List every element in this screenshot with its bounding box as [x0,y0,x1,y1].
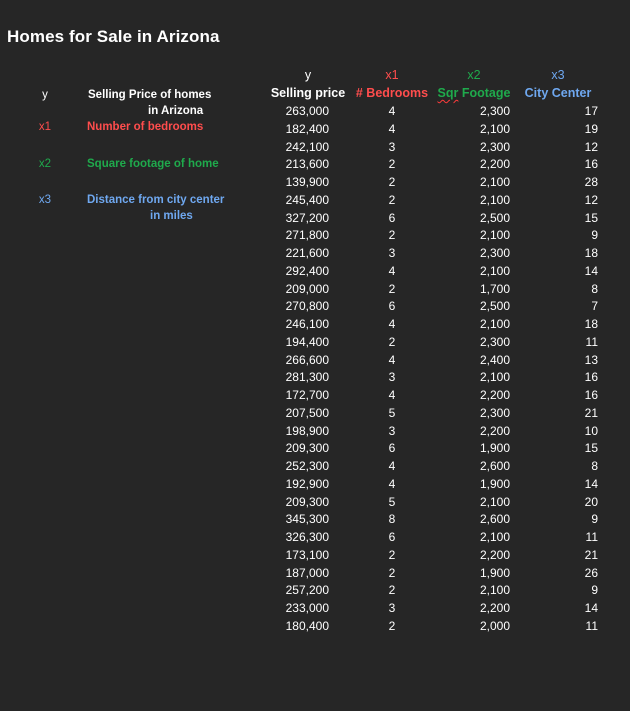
cell-bedrooms: 3 [388,423,396,438]
cell-sqr-footage: 2,600 [479,512,510,527]
cell-city-center: 21 [584,405,598,420]
cell-sqr-footage: 2,300 [479,246,510,260]
cell-sqr-footage: 2,200 [479,388,510,402]
cell-selling-price: 180,400 [285,618,329,633]
column-header-selling-price: Selling price [270,86,346,100]
cell-bedrooms: 2 [388,175,396,189]
cell-city-center: 11 [585,334,598,349]
cell-bedrooms: 6 [388,530,396,544]
cell-bedrooms: 4 [388,476,396,491]
cell-sqr-footage: 2,100 [479,121,510,136]
cell-sqr-footage: 2,100 [479,494,510,509]
cell-bedrooms: 6 [388,210,396,225]
cell-bedrooms: 8 [388,512,396,527]
cell-city-center: 14 [584,476,598,491]
cell-sqr-footage: 1,900 [479,476,510,491]
cell-selling-price: 270,800 [285,299,329,314]
cell-sqr-footage: 2,500 [479,210,510,225]
cell-bedrooms: 4 [388,388,396,402]
cell-selling-price: 209,300 [285,494,329,509]
cell-selling-price: 221,600 [285,246,329,260]
cell-sqr-footage: 2,200 [479,157,510,172]
cell-city-center: 11 [585,530,598,544]
cell-selling-price: 192,900 [285,476,329,491]
cell-city-center: 15 [584,441,598,456]
cell-city-center: 19 [584,121,598,136]
cell-sqr-footage: 2,500 [479,299,510,314]
cell-city-center: 12 [584,139,598,154]
cell-bedrooms: 3 [388,139,396,154]
column-header-city-center: City Center [524,86,592,100]
cell-sqr-footage: 2,100 [479,263,510,278]
cell-selling-price: 252,300 [285,459,329,473]
cell-selling-price: 246,100 [285,317,329,331]
cell-bedrooms: 3 [388,370,396,385]
cell-city-center: 28 [584,175,598,189]
cell-sqr-footage: 2,100 [479,583,510,598]
cell-bedrooms: 6 [388,441,396,456]
cell-selling-price: 292,400 [285,263,329,278]
cell-city-center: 12 [584,192,598,207]
cell-selling-price: 198,900 [285,423,329,438]
cell-selling-price: 271,800 [285,228,329,243]
cell-city-center: 13 [584,352,598,367]
legend-description-y-line2: in Arizona [148,105,204,117]
column-symbol-y: y [304,68,312,82]
cell-city-center: 9 [591,512,598,527]
cell-sqr-footage: 2,300 [479,104,510,118]
cell-selling-price: 207,500 [285,405,329,420]
cell-city-center: 8 [591,281,598,296]
legend-description-y: Selling Price of homes [88,89,212,101]
cell-sqr-footage: 2,300 [479,405,510,420]
legend-description-x1: Number of bedrooms [87,121,204,133]
cell-bedrooms: 4 [388,104,396,118]
cell-sqr-footage: 2,600 [479,459,510,473]
cell-selling-price: 263,000 [285,104,329,118]
cell-selling-price: 209,000 [285,281,329,296]
cell-selling-price: 194,400 [285,334,329,349]
cell-bedrooms: 4 [388,263,396,278]
cell-city-center: 16 [584,388,598,402]
cell-selling-price: 266,600 [285,352,329,367]
column-symbol-x1: x1 [385,68,399,82]
cell-selling-price: 187,000 [285,565,329,580]
cell-sqr-footage: 2,300 [479,334,510,349]
cell-city-center: 8 [591,459,598,473]
cell-bedrooms: 2 [388,157,396,172]
cell-selling-price: 233,000 [285,601,329,615]
cell-city-center: 16 [584,157,598,172]
cell-sqr-footage: 2,100 [479,228,510,243]
cell-bedrooms: 2 [388,547,396,562]
cell-sqr-footage: 2,000 [479,618,510,633]
cell-city-center: 18 [584,246,598,260]
cell-selling-price: 281,300 [285,370,329,385]
cell-city-center: 7 [591,299,598,314]
cell-selling-price: 245,400 [285,192,329,207]
cell-selling-price: 209,300 [285,441,329,456]
cell-selling-price: 257,200 [285,583,329,598]
column-symbol-x2: x2 [467,68,481,82]
cell-bedrooms: 4 [388,317,396,331]
cell-selling-price: 345,300 [285,512,329,527]
legend-description-x2: Square footage of home [87,158,219,170]
cell-city-center: 14 [584,601,598,615]
cell-sqr-footage: 2,100 [479,192,510,207]
cell-sqr-footage: 2,100 [479,530,510,544]
legend-symbol-x1: x1 [38,121,52,133]
cell-bedrooms: 4 [388,121,396,136]
cell-bedrooms: 4 [388,459,396,473]
cell-sqr-footage: 1,900 [479,565,510,580]
cell-city-center: 15 [584,210,598,225]
cell-bedrooms: 2 [388,565,396,580]
cell-selling-price: 139,900 [285,175,329,189]
legend-description-x3-line2: in miles [150,210,193,222]
spellcheck-underline: Sqr [437,86,459,100]
cell-city-center: 9 [591,228,598,243]
cell-city-center: 14 [584,263,598,278]
cell-city-center: 21 [584,547,598,562]
sheet-title: Homes for Sale in Arizona [7,27,220,46]
cell-sqr-footage: 1,900 [479,441,510,456]
legend-description-x3: Distance from city center [87,194,225,206]
cell-selling-price: 172,700 [285,388,329,402]
cell-selling-price: 213,600 [285,157,329,172]
cell-city-center: 10 [584,423,598,438]
cell-sqr-footage: 2,300 [479,139,510,154]
cell-bedrooms: 3 [388,601,396,615]
cell-selling-price: 173,100 [285,547,329,562]
legend-symbol-x3: x3 [38,194,52,206]
cell-bedrooms: 2 [388,281,396,296]
cell-sqr-footage: 2,100 [479,317,510,331]
cell-sqr-footage: 2,100 [479,370,510,385]
cell-city-center: 11 [585,618,598,633]
cell-bedrooms: 4 [388,352,396,367]
column-header-bedrooms: # Bedrooms [355,86,429,100]
cell-selling-price: 327,200 [285,210,329,225]
cell-city-center: 9 [591,583,598,598]
legend-symbol-y: y [42,89,48,101]
column-header-sqr-footage: Sqr Footage [437,86,511,100]
cell-bedrooms: 2 [388,334,396,349]
cell-sqr-footage: 2,400 [479,352,510,367]
cell-city-center: 16 [584,370,598,385]
cell-city-center: 18 [584,317,598,331]
cell-selling-price: 326,300 [285,530,329,544]
cell-bedrooms: 2 [388,192,396,207]
cell-selling-price: 242,100 [285,139,329,154]
cell-city-center: 26 [584,565,598,580]
cell-selling-price: 182,400 [285,121,329,136]
cell-bedrooms: 2 [388,583,396,598]
legend-symbol-x2: x2 [38,158,52,170]
column-symbol-x3: x3 [551,68,565,82]
cell-bedrooms: 5 [388,405,396,420]
cell-sqr-footage: 2,200 [479,423,510,438]
cell-sqr-footage: 2,200 [479,601,510,615]
cell-bedrooms: 3 [388,246,396,260]
cell-bedrooms: 2 [388,228,396,243]
cell-city-center: 20 [584,494,598,509]
cell-sqr-footage: 2,100 [479,175,510,189]
cell-sqr-footage: 1,700 [479,281,510,296]
cell-bedrooms: 2 [388,618,396,633]
cell-bedrooms: 5 [388,494,396,509]
cell-bedrooms: 6 [388,299,396,314]
cell-sqr-footage: 2,200 [479,547,510,562]
cell-city-center: 17 [584,104,598,118]
